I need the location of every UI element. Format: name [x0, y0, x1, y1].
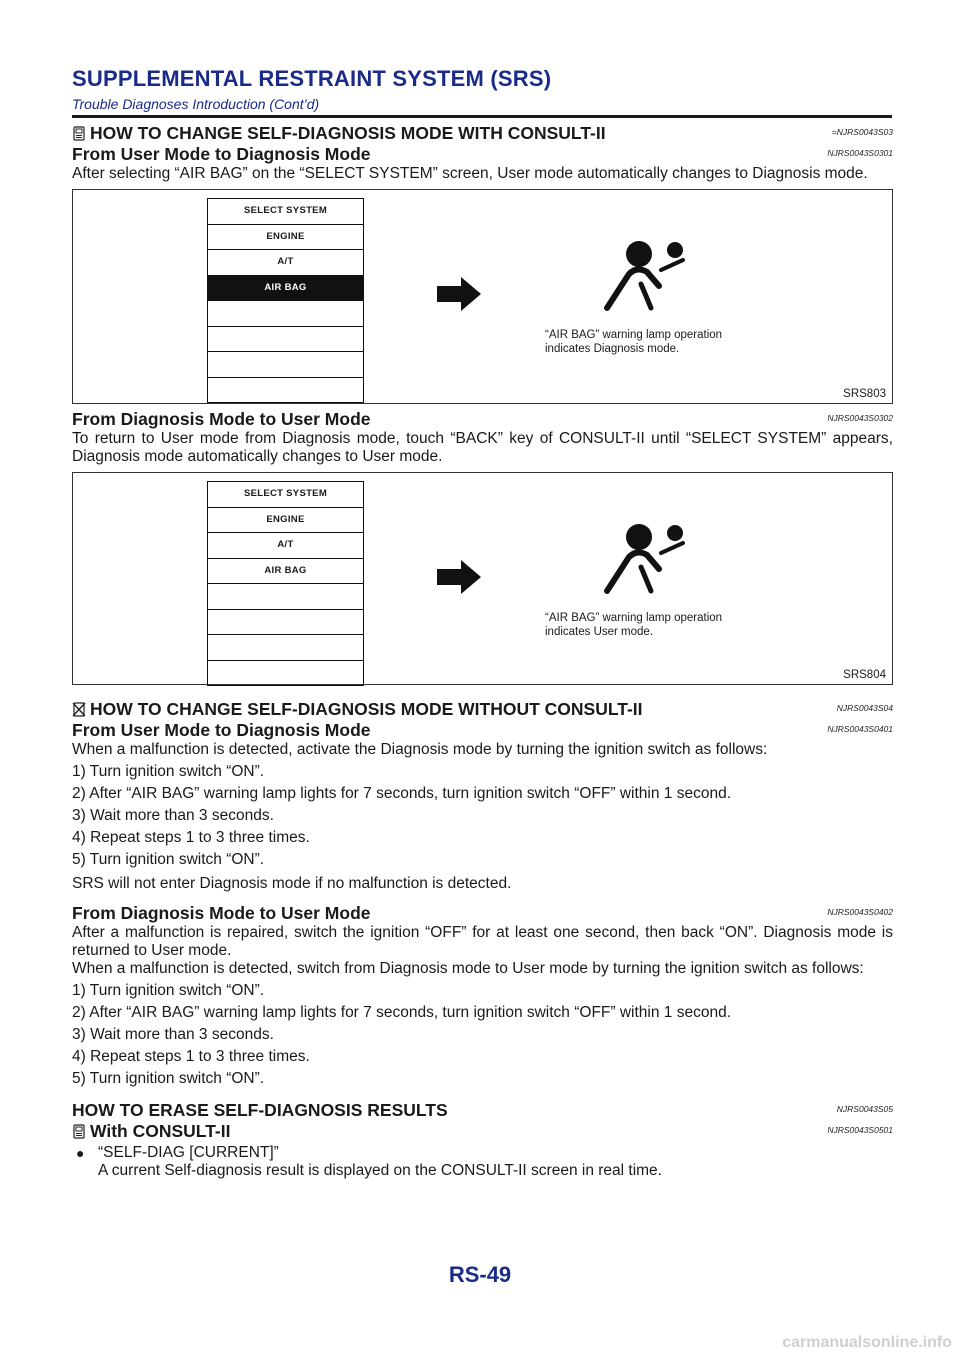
menu-item-engine: ENGINE [208, 507, 363, 533]
figure-caption [545, 328, 722, 356]
select-system-menu [207, 198, 364, 403]
menu-item-empty [208, 351, 363, 377]
step-item: 2) After “AIR BAG” warning lamp lights for 7 seconds, turn ignition switch “OFF” within 1 second. [72, 785, 732, 802]
menu-item-airbag-selected: AIR BAG [208, 275, 363, 301]
paragraph: After a malfunction is repaired, switch the ignition “OFF” for at least one second, then back “ON”. Diagnosis mode is returned to User mode. [72, 924, 893, 959]
caption-line: “AIR BAG” warning lamp operation [545, 612, 723, 624]
figure-diagnosis-mode [72, 189, 893, 404]
step-item: 5) Turn ignition switch “ON”. [72, 1070, 265, 1087]
bullet-title: “SELF-DIAG [CURRENT]” [98, 1144, 279, 1161]
section-title: HOW TO ERASE SELF-DIAGNOSIS RESULTS [72, 1100, 448, 1120]
menu-item-airbag: AIR BAG [208, 558, 363, 584]
bullet-dot: ● [76, 1145, 85, 1161]
section-heading [72, 123, 893, 144]
figure-id: SRS804 [843, 669, 886, 681]
menu-item-empty [208, 377, 363, 403]
step-item: 3) Wait more than 3 seconds. [72, 1026, 274, 1043]
note: SRS will not enter Diagnosis mode if no malfunction is detected. [72, 875, 512, 892]
subsection-title: From Diagnosis Mode to User Mode [72, 903, 371, 923]
menu-item-empty [208, 634, 363, 660]
caption-line: indicates User mode. [545, 626, 654, 638]
figure-caption [545, 611, 722, 639]
figure-user-mode [72, 472, 893, 685]
step-item: 1) Turn ignition switch “ON”. [72, 982, 265, 999]
step-item: 1) Turn ignition switch “ON”. [72, 763, 265, 780]
menu-item-empty [208, 583, 363, 609]
subsection-heading [72, 144, 893, 165]
footer-watermark: carmanualsonline.info [782, 1334, 952, 1351]
page-number: RS-49 [448, 1262, 512, 1287]
menu-title: SELECT SYSTEM [243, 488, 328, 499]
step-item: 4) Repeat steps 1 to 3 three times. [72, 829, 310, 846]
no-tools-icon [72, 699, 90, 719]
paragraph: To return to User mode from Diagnosis mode, touch “BACK” key of CONSULT-II until “SELECT SYSTEM” appears, Diagnosis mode automatically changes to User mode. [72, 430, 893, 465]
subsection-title: With CONSULT-II [90, 1121, 231, 1141]
paragraph: When a malfunction is detected, activate the Diagnosis mode by turning the ignition switch as follows: [72, 741, 768, 758]
right-arrow-icon [437, 560, 481, 599]
page-content [72, 121, 893, 1180]
menu-title: SELECT SYSTEM [243, 205, 328, 216]
subsection-title: From User Mode to Diagnosis Mode [72, 720, 371, 740]
airbag-warning-lamp-icon [601, 240, 693, 321]
consult-tool-icon [72, 123, 90, 143]
reference-code: =NJRS0043S03 [831, 127, 893, 137]
reference-code: NJRS0043S04 [836, 703, 893, 713]
reference-code: NJRS0043S0501 [827, 1125, 893, 1135]
reference-code: NJRS0043S0401 [827, 724, 893, 734]
step-item: 2) After “AIR BAG” warning lamp lights for 7 seconds, turn ignition switch “OFF” within 1 second. [72, 1004, 732, 1021]
menu-item-empty [208, 609, 363, 635]
subsection-title: From User Mode to Diagnosis Mode [72, 144, 371, 164]
menu-item-at: A/T [208, 249, 363, 275]
subsection-title: From Diagnosis Mode to User Mode [72, 409, 371, 429]
figure-id: SRS803 [843, 388, 886, 400]
header-title: SUPPLEMENTAL RESTRAINT SYSTEM (SRS) [72, 66, 552, 91]
header-rule [72, 115, 892, 118]
paragraph: After selecting “AIR BAG” on the “SELECT SYSTEM” screen, User mode automatically changes to Diagnosis mode. [72, 165, 868, 182]
bullet-item [72, 1144, 893, 1180]
header-subtitle: Trouble Diagnoses Introduction (Cont’d) [72, 96, 320, 112]
caption-line: indicates Diagnosis mode. [545, 343, 680, 355]
paragraph: When a malfunction is detected, switch from Diagnosis mode to User mode by turning the ignition switch as follows: [72, 960, 864, 977]
subsection-heading [72, 409, 893, 430]
section-title: HOW TO CHANGE SELF-DIAGNOSIS MODE WITH CONSULT-II [90, 123, 606, 143]
step-item: 4) Repeat steps 1 to 3 three times. [72, 1048, 310, 1065]
menu-item-at: A/T [208, 532, 363, 558]
subsection-heading [72, 903, 893, 924]
menu-item-empty [208, 326, 363, 352]
subsection-heading [72, 1121, 893, 1142]
section-title: HOW TO CHANGE SELF-DIAGNOSIS MODE WITHOUT CONSULT-II [90, 699, 643, 719]
subsection-heading [72, 720, 893, 741]
section-heading [72, 699, 893, 720]
reference-code: NJRS0043S0402 [827, 907, 893, 917]
airbag-warning-lamp-icon [601, 523, 693, 604]
menu-item-empty [208, 300, 363, 326]
reference-code: NJRS0043S0302 [827, 413, 893, 423]
reference-code: NJRS0043S0301 [827, 148, 893, 158]
step-item: 5) Turn ignition switch “ON”. [72, 851, 265, 868]
menu-item-engine: ENGINE [208, 224, 363, 250]
consult-tool-icon [72, 1121, 90, 1141]
right-arrow-icon [437, 277, 481, 316]
select-system-menu [207, 481, 364, 686]
menu-item-empty [208, 660, 363, 686]
reference-code: NJRS0043S05 [836, 1104, 893, 1114]
section-heading [72, 1100, 893, 1121]
bullet-text: A current Self-diagnosis result is displayed on the CONSULT-II screen in real time. [98, 1162, 662, 1179]
step-item: 3) Wait more than 3 seconds. [72, 807, 274, 824]
caption-line: “AIR BAG” warning lamp operation [545, 329, 723, 341]
